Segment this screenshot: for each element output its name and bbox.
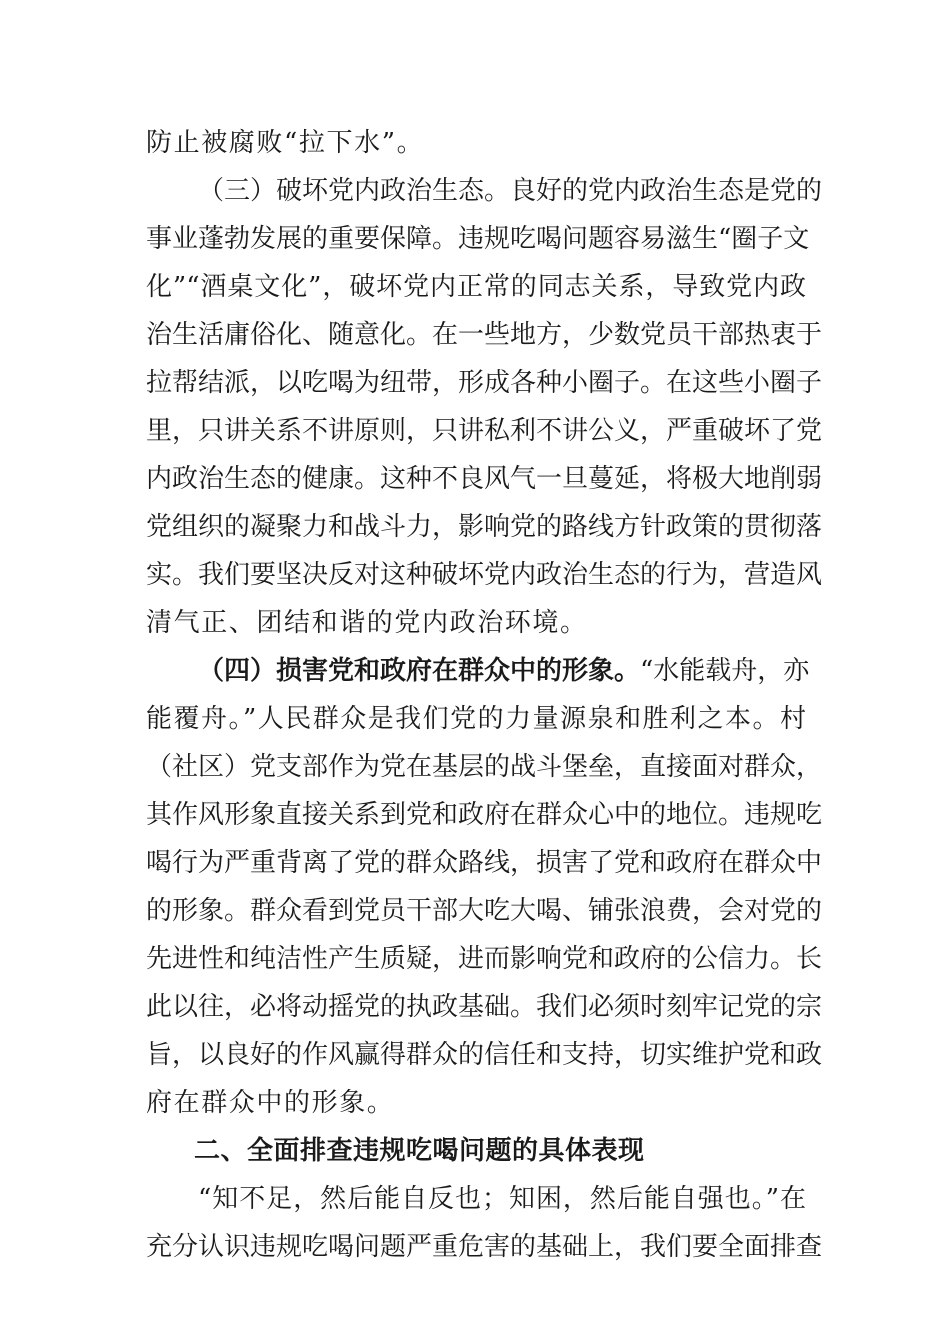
body-line: 喝行为严重背离了党的群众路线，损害了党和政府在群众中	[146, 848, 823, 878]
subsection-heading-3: （三）破坏党内政治生态。良好的党内政治生态是党的	[198, 176, 823, 206]
body-line: 防止被腐败“拉下水”。	[146, 128, 425, 158]
subsection-heading-4: （四）损害党和政府在群众中的形象。	[198, 656, 641, 686]
body-line: 府在群众中的形象。	[146, 1088, 395, 1118]
quote-start: “水能载舟，亦	[640, 656, 810, 686]
body-line: 其作风形象直接关系到党和政府在群众心中的地位。违规吃	[146, 800, 823, 830]
body-line: 治生活庸俗化、随意化。在一些地方，少数党员干部热衷于	[146, 320, 823, 350]
body-line: 事业蓬勃发展的重要保障。违规吃喝问题容易滋生“圈子文	[146, 224, 810, 254]
body-line: 充分认识违规吃喝问题严重危害的基础上，我们要全面排查	[146, 1232, 823, 1262]
body-line: 先进性和纯洁性产生质疑，进而影响党和政府的公信力。长	[146, 944, 823, 974]
body-line: 党组织的凝聚力和战斗力，影响党的路线方针政策的贯彻落	[146, 512, 823, 542]
body-line: 内政治生态的健康。这种不良风气一旦蔓延，将极大地削弱	[146, 464, 823, 494]
body-line: 此以往，必将动摇党的执政基础。我们必须时刻牢记党的宗	[146, 992, 823, 1022]
body-line: 旨，以良好的作风赢得群众的信任和支持，切实维护党和政	[146, 1040, 823, 1070]
subsection-heading-4-line	[146, 647, 810, 695]
body-line: 的形象。群众看到党员干部大吃大喝、铺张浪费，会对党的	[146, 896, 823, 926]
body-line: 实。我们要坚决反对这种破坏党内政治生态的行为，营造风	[146, 560, 823, 590]
document-page	[146, 119, 823, 1271]
section-heading-2: 二、全面排查违规吃喝问题的具体表现	[194, 1136, 645, 1166]
body-line: 拉帮结派，以吃喝为纽带，形成各种小圈子。在这些小圈子	[146, 368, 823, 398]
body-line: 清气正、团结和谐的党内政治环境。	[146, 608, 588, 638]
body-line: 能覆舟。”人民群众是我们党的力量源泉和胜利之本。村	[146, 704, 806, 734]
body-line: （社区）党支部作为党在基层的战斗堡垒，直接面对群众，	[146, 752, 823, 782]
body-line: 化”“酒桌文化”，破坏党内正常的同志关系，导致党内政	[146, 272, 806, 302]
body-line: “知不足，然后能自反也；知困，然后能自强也。”在	[198, 1184, 806, 1214]
body-line: 里，只讲关系不讲原则，只讲私利不讲公义，严重破坏了党	[146, 416, 823, 446]
